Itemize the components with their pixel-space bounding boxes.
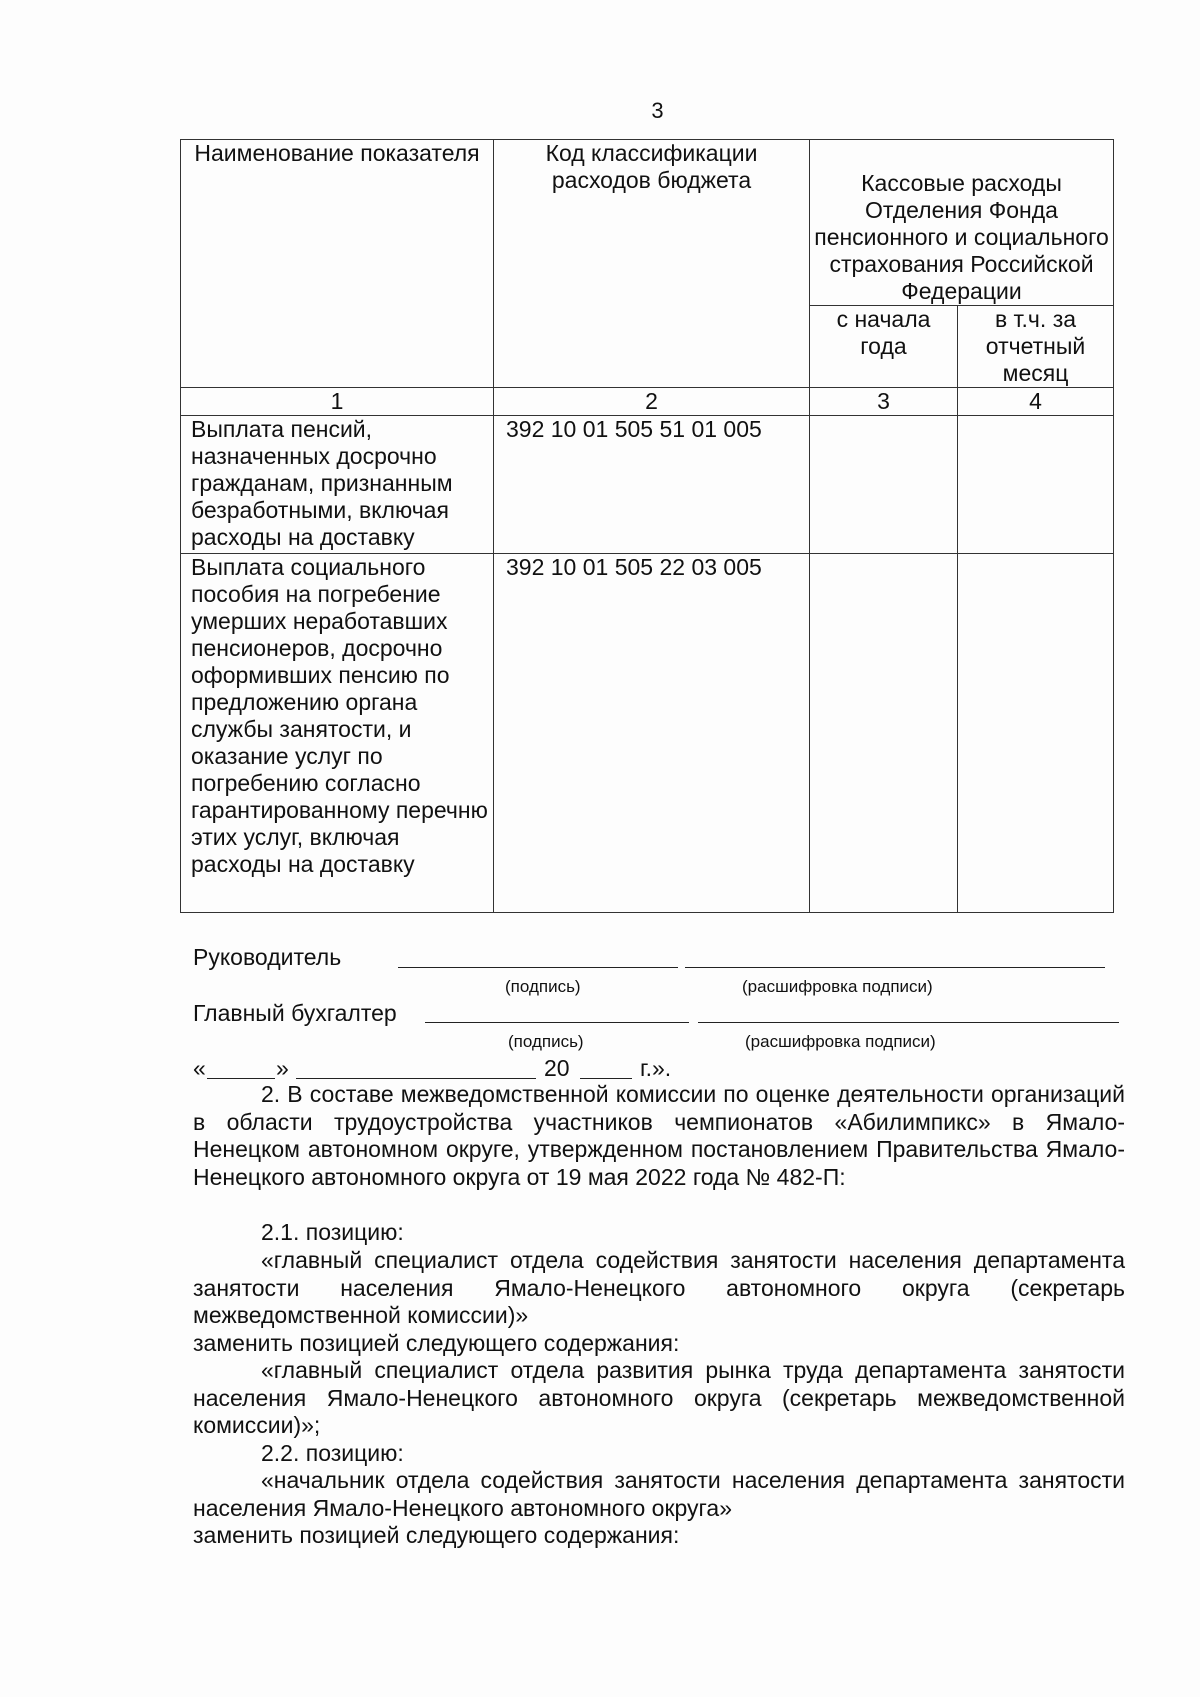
head-decode-line[interactable] (685, 967, 1105, 968)
row-name: Выплата пенсий, назначенных досрочно гражданам, признанным безработными, включая расходы на доставку (181, 416, 494, 554)
paragraph-2-1-old: «главный специалист отдела содействия занятости населения департамента занятости населения Ямало-Ненецкого автономного округа (секретарь межведомственной комиссии)» (193, 1247, 1125, 1328)
date-month-line[interactable] (296, 1078, 536, 1079)
paragraph-2-2-replace: заменить позицией следующего содержания: (193, 1522, 680, 1548)
accountant-signature-caption: (подпись) (508, 1032, 584, 1051)
date-year-prefix: 20 (544, 1055, 570, 1081)
accountant-decode-caption: (расшифровка подписи) (745, 1032, 936, 1051)
date-suffix: г.». (640, 1055, 672, 1081)
row-from-year-start (810, 416, 958, 554)
accountant-signature-line[interactable] (425, 1022, 689, 1023)
paragraph-2-1-replace: заменить позицией следующего содержания: (193, 1330, 680, 1356)
row-reporting-month (958, 416, 1114, 554)
row-name: Выплата социального пособия на погребение умерших неработавших пенсионеров, досрочно оформивших пенсию по предложению органа службы занятости, и оказание услуг по погребению согласно гарантированному перечню этих услуг, включая расходы на доставку (181, 554, 494, 913)
paragraph-2-1-new: «главный специалист отдела развития рынка труда департамента занятости населения Ямало-Ненецкого автономного округа (секретарь межведомственной комиссии)»; (193, 1357, 1125, 1438)
header-indicator-name: Наименование показателя (181, 140, 494, 388)
date-open-quote: « (193, 1055, 206, 1081)
head-decode-caption: (расшифровка подписи) (742, 977, 933, 996)
header-reporting-month: в т.ч. за отчетный месяц (958, 306, 1114, 388)
page-number: 3 (651, 98, 664, 123)
paragraph-2-2: 2.2. позицию: (261, 1440, 404, 1466)
paragraph-2: 2. В составе межведомственной комиссии по оценке деятельности организаций в области трудоустройства участников чемпионатов «Абилимпикс» в Ямало-Ненецком автономном округе, утвержденном постановлением Правительства Ямало-Ненецкого автономного округа от 19 мая 2022 года № 482-П: (193, 1081, 1125, 1190)
date-close-quote: » (276, 1055, 289, 1081)
column-number: 3 (810, 388, 958, 416)
column-number: 2 (494, 388, 810, 416)
table-row (181, 416, 1114, 554)
column-number: 4 (958, 388, 1114, 416)
row-from-year-start (810, 554, 958, 913)
date-day-line[interactable] (207, 1078, 275, 1079)
expenses-table (180, 139, 1114, 913)
date-year-line[interactable] (580, 1078, 632, 1079)
column-number: 1 (181, 388, 494, 416)
row-code: 392 10 01 505 51 01 005 (494, 416, 810, 554)
accountant-label: Главный бухгалтер (193, 1000, 397, 1026)
row-code: 392 10 01 505 22 03 005 (494, 554, 810, 913)
paragraph-2-1: 2.1. позицию: (261, 1219, 404, 1245)
paragraph-2-2-old: «начальник отдела содействия занятости населения департамента занятости населения Ямало-Ненецкого автономного округа» (193, 1467, 1125, 1521)
accountant-decode-line[interactable] (698, 1022, 1119, 1023)
head-signature-caption: (подпись) (505, 977, 581, 996)
head-label: Руководитель (193, 944, 342, 970)
table-row (181, 554, 1114, 913)
head-signature-line[interactable] (398, 967, 678, 968)
header-cash-expenses: Кассовые расходы Отделения Фонда пенсионного и социального страхования Российской Федерации (810, 140, 1114, 306)
row-reporting-month (958, 554, 1114, 913)
header-classification-code: Код классификации расходов бюджета (494, 140, 810, 388)
header-from-year-start: с начала года (810, 306, 958, 388)
